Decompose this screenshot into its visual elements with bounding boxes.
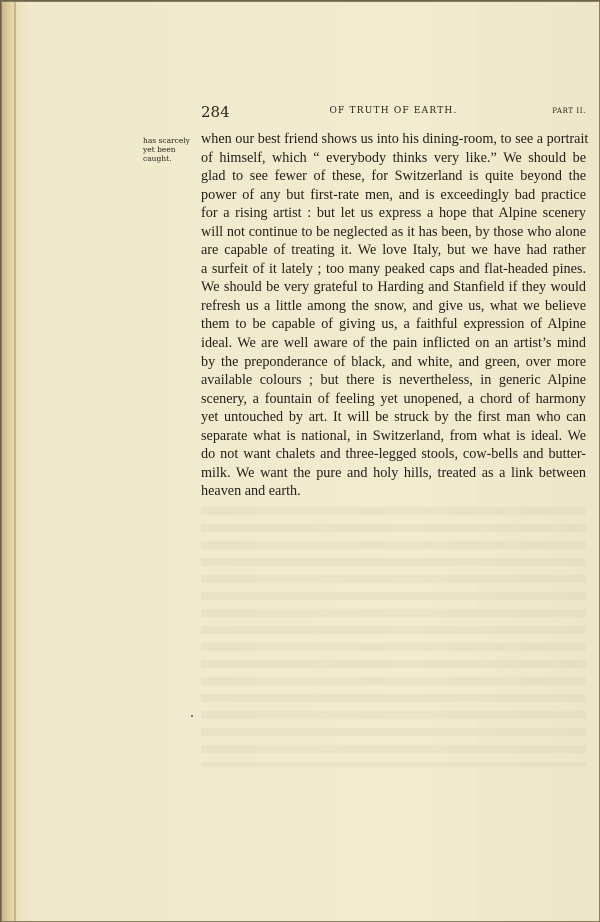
text-line: ideal. We are well aware of the pain inflicted on an artist’s mind xyxy=(201,335,586,352)
part-label: PART II. xyxy=(552,107,586,115)
text-line: for a rising artist : but let us express a hope that Alpine scenery xyxy=(201,205,586,222)
text-line: We should be very grateful to Harding and Stanfield if they would xyxy=(201,279,586,296)
text-line: scenery, a fountain of feeling yet unopened, a chord of harmony xyxy=(201,390,586,407)
ink-speck xyxy=(191,715,193,717)
text-line: when our best friend shows us into his dining-room, to see a portrait xyxy=(201,131,589,147)
text-line: refresh us a little among the snow, and give us, what we believe xyxy=(201,297,586,314)
text-line: do not want chalets and three-legged stools, cow-bells and butter- xyxy=(201,446,586,463)
text-line: will not continue to be neglected as it has been, by those who alone xyxy=(201,223,586,240)
margin-note xyxy=(143,136,193,163)
text-line: are capable of treating it. We love Italy, but we have had rather xyxy=(201,242,586,259)
page-gutter xyxy=(14,2,16,921)
text-line: power of any but first-rate men, and is exceedingly bad practice xyxy=(201,186,586,203)
text-line: them to be capable of giving us, a faithful expression of Alpine xyxy=(201,316,586,333)
text-line: glad to see fewer of these, for Switzerland is quite beyond the xyxy=(201,168,586,185)
text-line: separate what is national, in Switzerland, from what is ideal. We xyxy=(201,427,586,444)
text-line: milk. We want the pure and holy hills, treated as a link between xyxy=(201,464,586,481)
text-line: heaven and earth. xyxy=(201,483,301,500)
text-line: yet untouched by art. It will be struck by the first man who can xyxy=(201,409,586,426)
body-text xyxy=(201,130,589,501)
running-title: OF TRUTH OF EARTH. xyxy=(329,106,458,116)
margin-note-line: has scarcely xyxy=(143,136,190,145)
show-through xyxy=(201,507,586,767)
page-number: 284 xyxy=(201,103,230,121)
text-line: a surfeit of it lately ; too many peaked caps and flat-headed pines. xyxy=(201,260,586,277)
text-line: of himself, which “ everybody thinks very like.” We should be xyxy=(201,149,586,166)
margin-note-line: caught. xyxy=(143,154,172,163)
running-header xyxy=(201,103,586,121)
text-line: by the preponderance of black, and white, and green, over more xyxy=(201,353,586,370)
text-line: available colours ; but there is nevertheless, in generic Alpine xyxy=(201,372,586,389)
margin-note-line: yet been xyxy=(143,145,176,154)
book-page xyxy=(1,1,600,922)
